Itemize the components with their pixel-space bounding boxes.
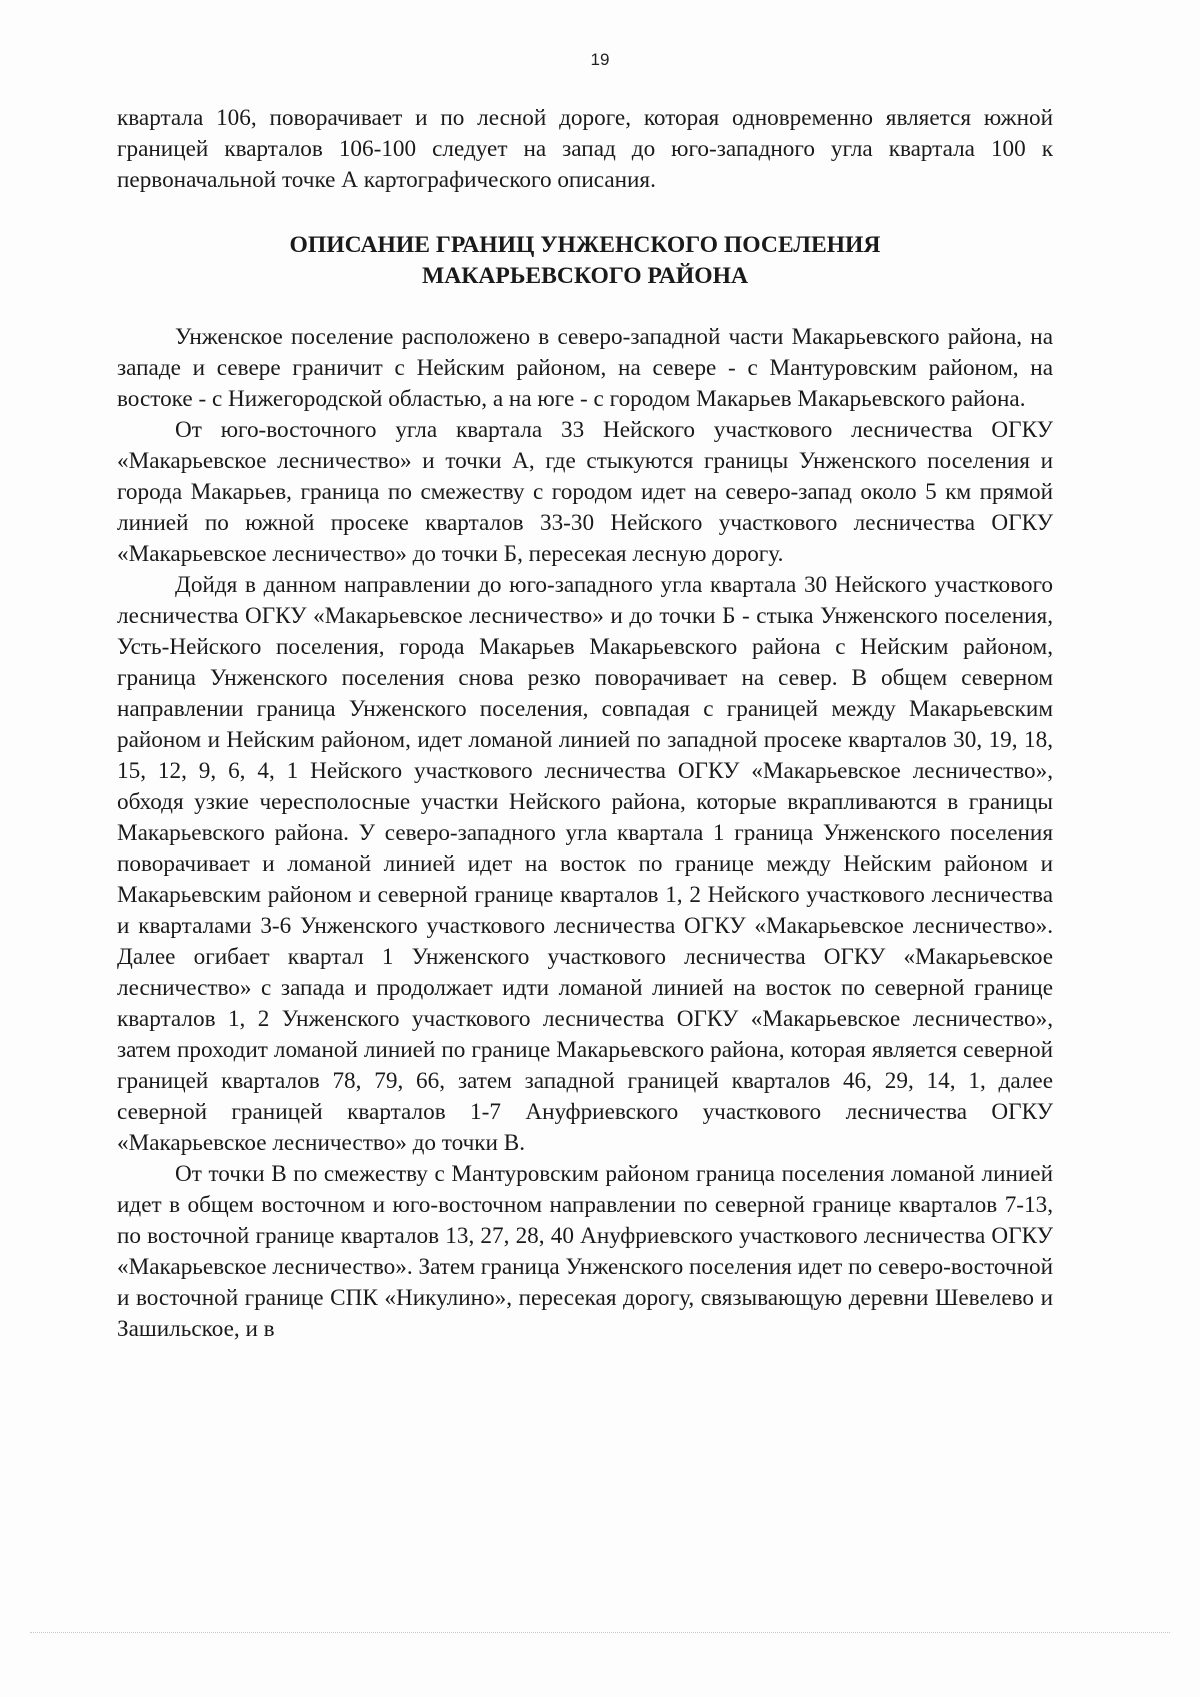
page-number: 19	[590, 50, 610, 69]
section-heading	[117, 230, 1053, 292]
paragraph-point-a: От юго-восточного угла квартала 33 Нейского участкового лесничества ОГКУ «Макарьевское лесничество» и точки А, где стыкуются границы Унженского поселения и города Макарьев, граница по смежеству с городом идет на северо-запад около 5 км прямой линией по южной просеке кварталов 33-30 Нейского участкового лесничества ОГКУ «Макарьевское лесничество» до точки Б, пересекая лесную дорогу.	[117, 417, 1053, 567]
document-body	[117, 103, 1053, 1345]
section-heading-line-2: МАКАРЬЕВСКОГО РАЙОНА	[421, 263, 749, 289]
paragraph-location: Унженское поселение расположено в северо-западной части Макарьевского района, на западе и севере граничит с Нейским районом, на севере - с Мантуровским районом, на востоке - с Нижегородской областью, а на юге - с городом Макарьев Макарьевского района.	[117, 324, 1053, 412]
paragraph-point-v: От точки В по смежеству с Мантуровским районом граница поселения ломаной линией идет в общем восточном и юго-восточном направлении по северной границе кварталов 7-13, по восточной границе кварталов 13, 27, 28, 40 Ануфриевского участкового лесничества ОГКУ «Макарьевское лесничество». Затем граница Унженского поселения идет по северо-восточной и восточной границе СПК «Никулино», пересекая дорогу, связывающую деревни Шевелево и Зашильское, и в	[117, 1161, 1053, 1342]
scan-bottom-edge	[30, 1632, 1170, 1633]
continued-paragraph: квартала 106, поворачивает и по лесной дороге, которая одновременно является южной границей кварталов 106-100 следует на запад до юго-западного угла квартала 100 к первоначальной точке А картографического описания.	[117, 105, 1053, 193]
paragraph-point-b: Дойдя в данном направлении до юго-западного угла квартала 30 Нейского участкового лесничества ОГКУ «Макарьевское лесничество» и до точки Б - стыка Унженского поселения, Усть-Нейского поселения, города Макарьев Макарьевского района с Нейским районом, граница Унженского поселения снова резко поворачивает на север. В общем северном направлении граница Унженского поселения, совпадая с границей между Макарьевским районом и Нейским районом, идет ломаной линией по западной просеке кварталов 30, 19, 18, 15, 12, 9, 6, 4, 1 Нейского участкового лесничества ОГКУ «Макарьевское лесничество», обходя узкие чересполосные участки Нейского района, которые вкрапливаются в границы Макарьевского района. У северо-западного угла квартала 1 граница Унженского поселения поворачивает и ломаной линией идет на восток по границе между Нейским районом и Макарьевским районом и северной границе кварталов 1, 2 Нейского участкового лесничества и кварталами 3-6 Унженского участкового лесничества ОГКУ «Макарьевское лесничество». Далее огибает квартал 1 Унженского участкового лесничества ОГКУ «Макарьевское лесничество» с запада и продолжает идти ломаной линией на восток по северной границе кварталов 1, 2 Унженского участкового лесничества ОГКУ «Макарьевское лесничество», затем проходит ломаной линией по границе Макарьевского района, которая является северной границей кварталов 78, 79, 66, затем западной границей кварталов 46, 29, 14, 1, далее северной границей кварталов 1-7 Ануфриевского участкового лесничества ОГКУ «Макарьевское лесничество» до точки В.	[117, 572, 1053, 1156]
section-heading-line-1: ОПИСАНИЕ ГРАНИЦ УНЖЕНСКОГО ПОСЕЛЕНИЯ	[289, 232, 881, 258]
